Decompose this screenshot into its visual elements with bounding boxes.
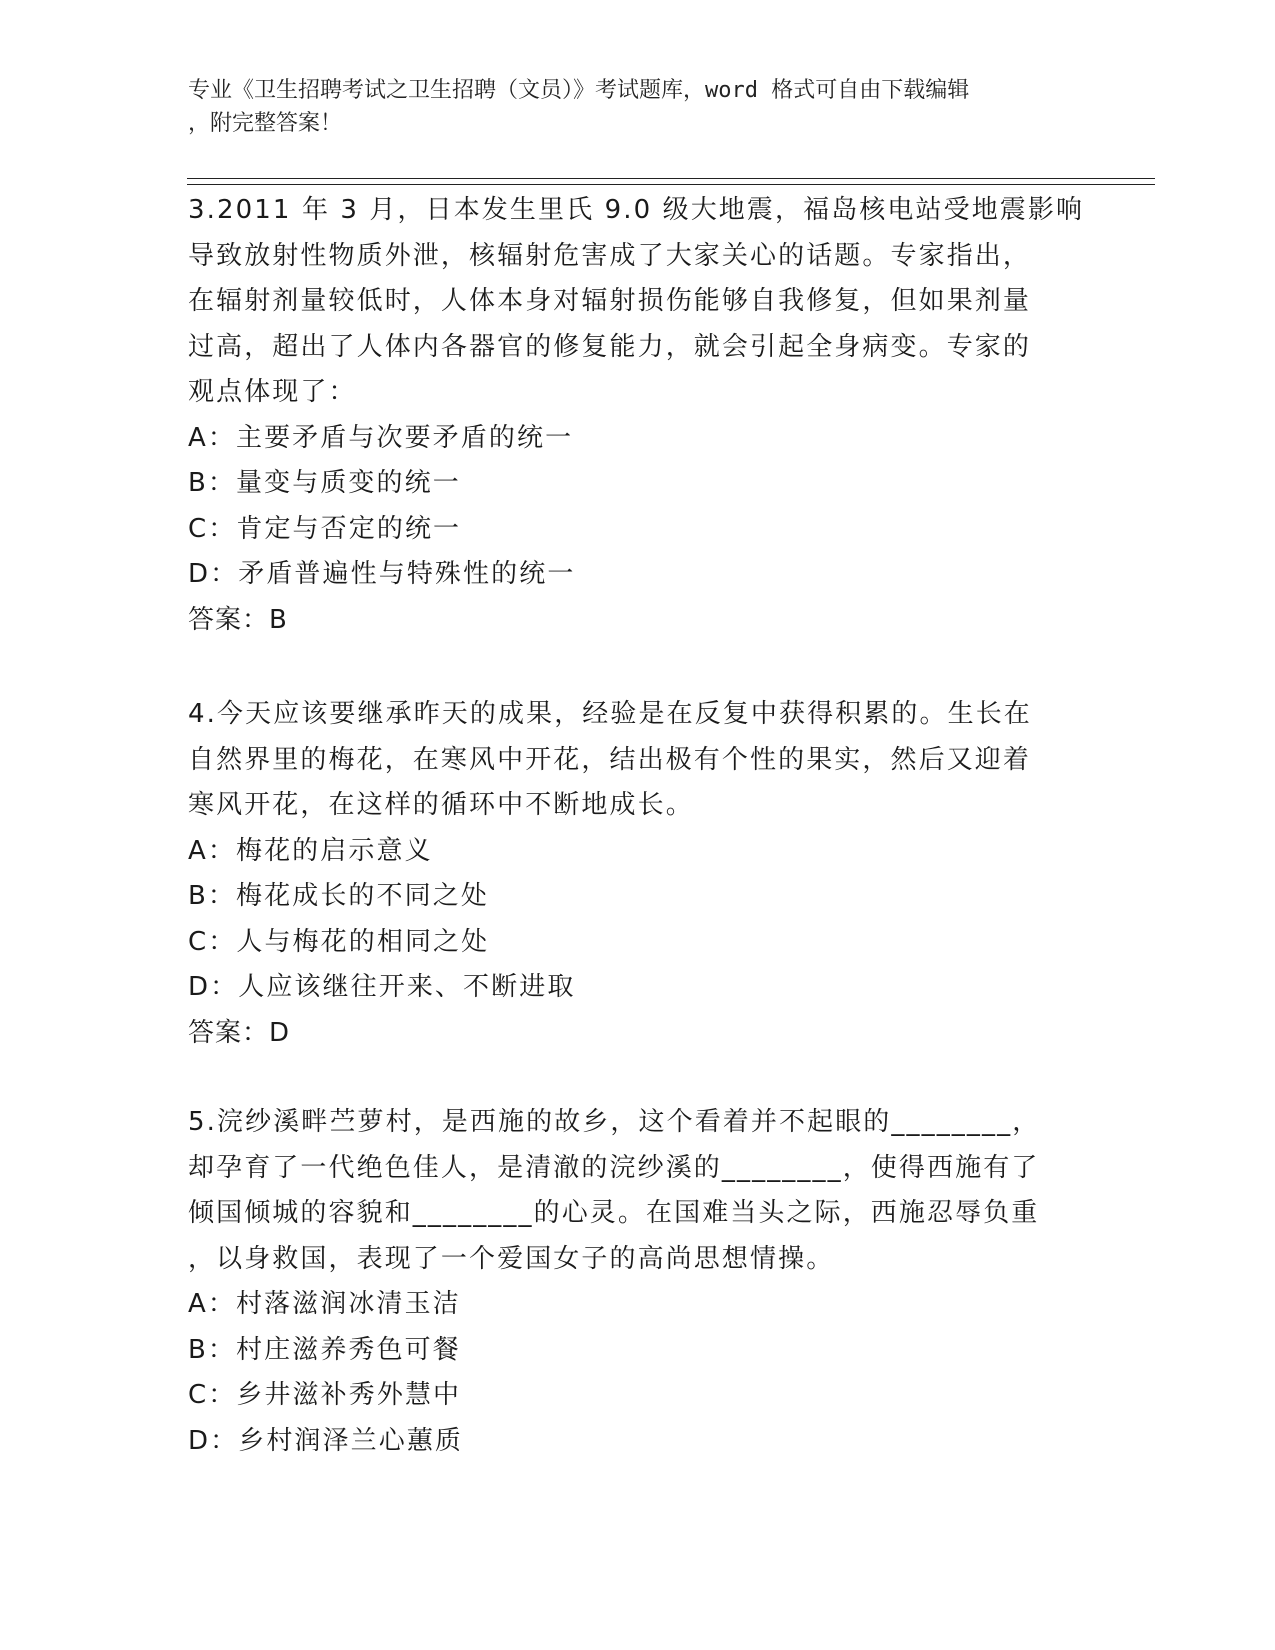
header-divider-top [187, 178, 1155, 179]
question-3 [188, 188, 1088, 643]
question-stem-line: 却孕育了一代绝色佳人，是清澈的浣纱溪的________，使得西施有了 [188, 1152, 1040, 1183]
question-5 [188, 1100, 1088, 1464]
header-line-1: 专业《卫生招聘考试之卫生招聘（文员）》考试题库，word 格式可自由下载编辑 [188, 78, 970, 103]
option-b: B：梅花成长的不同之处 [188, 881, 489, 911]
option-a: A：主要矛盾与次要矛盾的统一 [188, 422, 574, 453]
option-c: C：乡井滋补秀外慧中 [188, 1380, 462, 1410]
header-divider-bottom [187, 184, 1155, 185]
option-b: B：村庄滋养秀色可餐 [188, 1334, 461, 1365]
question-stem-line: 在辐射剂量较低时，人体本身对辐射损伤能够自我修复，但如果剂量 [188, 286, 1032, 316]
header-line-2: ，附完整答案！ [188, 111, 343, 136]
option-c: C：人与梅花的相同之处 [188, 926, 490, 957]
option-d: D：矛盾普遍性与特殊性的统一 [188, 559, 576, 589]
option-c: C：肯定与否定的统一 [188, 513, 462, 544]
question-stem-line: 观点体现了： [188, 377, 357, 407]
option-a: A：村落滋润冰清玉洁 [188, 1289, 461, 1319]
answer-line: 答案：B [188, 604, 288, 635]
question-stem-line: 导致放射性物质外泄，核辐射危害成了大家关心的话题。专家指出， [188, 240, 1032, 271]
question-stem-line: 过高，超出了人体内各器官的修复能力，就会引起全身病变。专家的 [188, 331, 1032, 362]
option-d: D：人应该继往开来、不断进取 [188, 972, 576, 1002]
question-stem-line: 自然界里的梅花，在寒风中开花，结出极有个性的果实，然后又迎着 [188, 744, 1032, 775]
question-stem-line: 寒风开花，在这样的循环中不断地成长。 [188, 790, 694, 820]
question-stem-line: 4.今天应该要继承昨天的成果，经验是在反复中获得积累的。生长在 [188, 699, 1032, 729]
option-b: B：量变与质变的统一 [188, 468, 461, 498]
question-4 [188, 692, 1088, 1056]
answer-line: 答案：D [188, 1017, 291, 1048]
question-stem-line: 3.2011 年 3 月，日本发生里氏 9.0 级大地震，福岛核电站受地震影响 [188, 195, 1085, 225]
option-a: A：梅花的启示意义 [188, 835, 433, 866]
question-stem-line: 5.浣纱溪畔苎萝村，是西施的故乡，这个看着并不起眼的________， [188, 1107, 1041, 1137]
option-d: D：乡村润泽兰心蕙质 [188, 1425, 464, 1456]
question-stem-line: ，以身救国，表现了一个爱国女子的高尚思想情操。 [188, 1243, 835, 1274]
document-header [188, 74, 1088, 140]
question-stem-line: 倾国倾城的容貌和________的心灵。在国难当头之际，西施忍辱负重 [188, 1198, 1040, 1228]
